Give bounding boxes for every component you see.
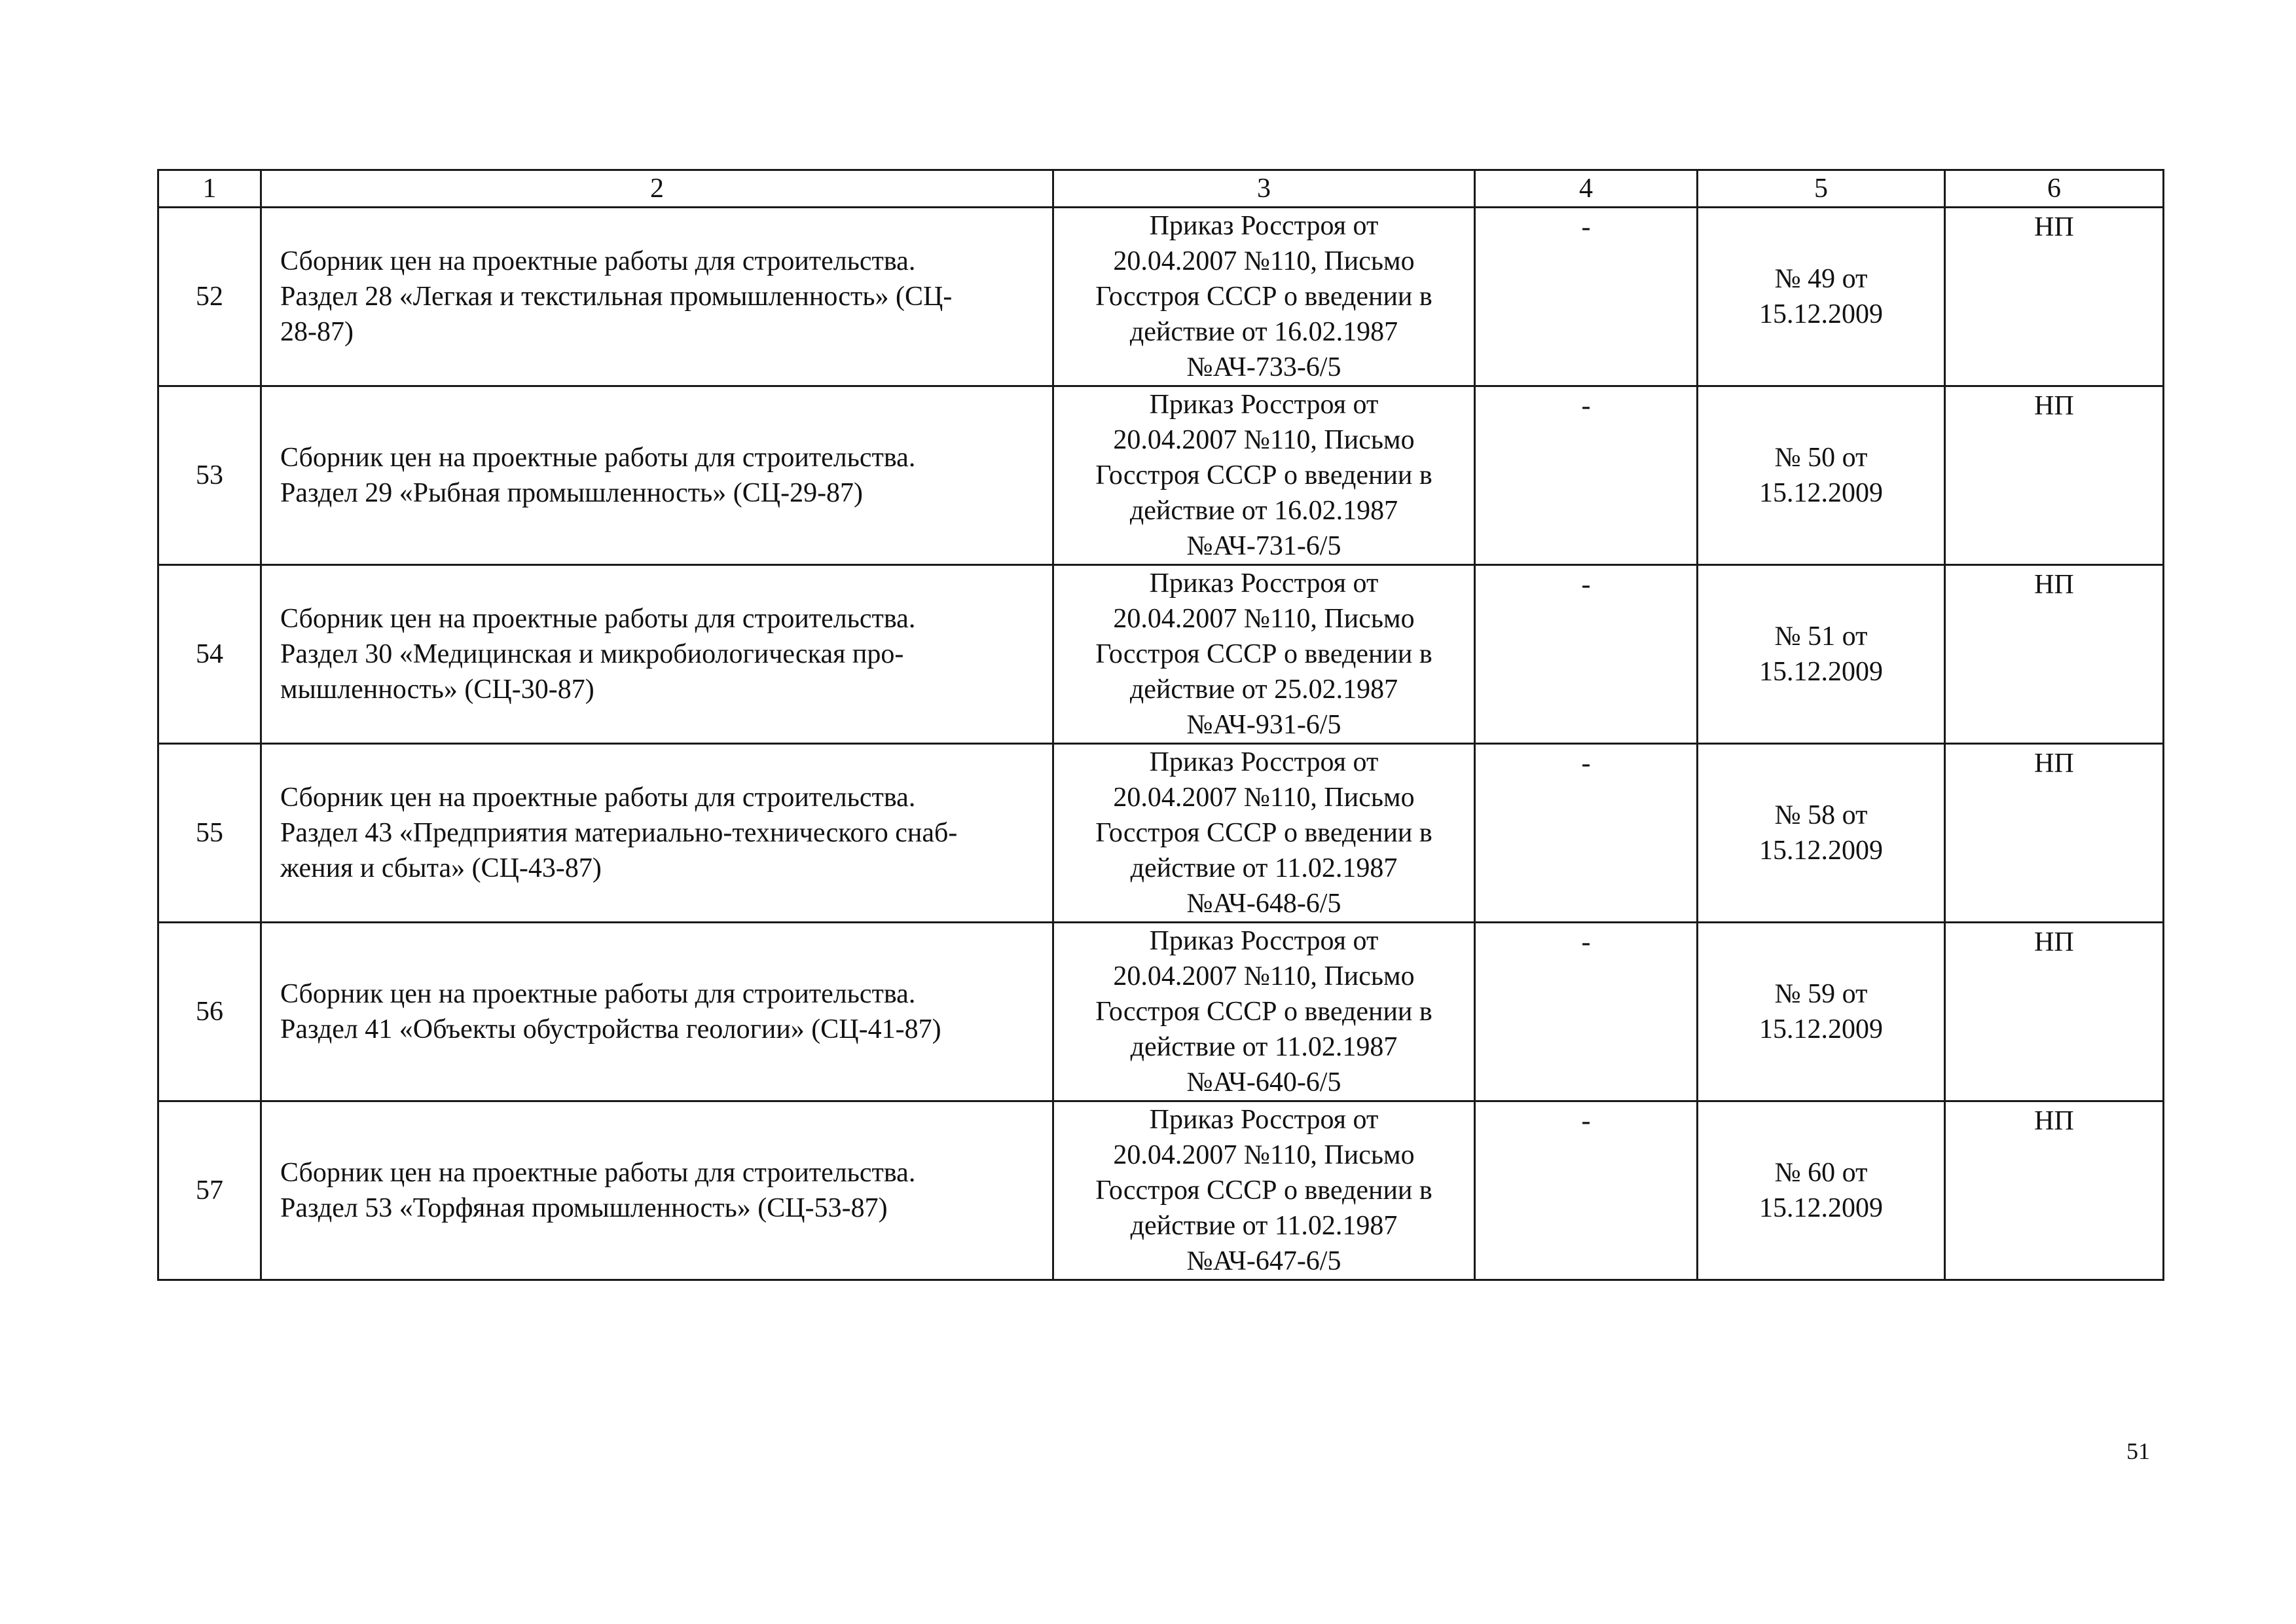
- approval-document-line: Госстроя СССР о введении в: [1095, 997, 1432, 1027]
- document-title-cell: [261, 1101, 1053, 1280]
- status-cell: НП: [1945, 208, 2164, 386]
- registration-line: 15.12.2009: [1759, 836, 1883, 866]
- document-title-line: Раздел 29 «Рыбная промышленность» (СЦ-29-87): [280, 478, 864, 508]
- empty-dash-cell: -: [1475, 923, 1698, 1101]
- column-number: 3: [1053, 170, 1475, 208]
- approval-document-line: действие от 16.02.1987: [1129, 496, 1398, 526]
- page-number: 51: [2126, 1438, 2150, 1464]
- document-title-cell: [261, 208, 1053, 386]
- document-title-line: Раздел 30 «Медицинская и микробиологическая про-: [280, 639, 904, 669]
- row-number-cell: 55: [158, 744, 261, 923]
- table-body: [158, 208, 2164, 1280]
- registration-cell: [1698, 923, 1945, 1101]
- approval-document-cell: [1053, 208, 1475, 386]
- approval-document-cell: [1053, 386, 1475, 565]
- approval-document-line: Приказ Росстроя от: [1149, 926, 1379, 956]
- table-row: [158, 386, 2164, 565]
- approval-document-cell: [1053, 1101, 1475, 1280]
- document-title-line: Раздел 43 «Предприятия материально-технического снаб-: [280, 818, 958, 848]
- approval-document-line: №АЧ-640-6/5: [1186, 1067, 1341, 1098]
- approval-document-line: №АЧ-648-6/5: [1186, 889, 1341, 919]
- approval-document-line: №АЧ-733-6/5: [1186, 352, 1341, 382]
- status-cell: НП: [1945, 565, 2164, 744]
- column-number-row: [158, 170, 2164, 208]
- document-title-line: Сборник цен на проектные работы для строительства.: [280, 783, 916, 813]
- document-title-line: Раздел 28 «Легкая и текстильная промышленность» (СЦ-: [280, 282, 953, 312]
- document-title-cell: [261, 386, 1053, 565]
- status-cell: НП: [1945, 386, 2164, 565]
- approval-document-line: Приказ Росстроя от: [1149, 1105, 1379, 1135]
- empty-dash-cell: -: [1475, 208, 1698, 386]
- approval-document-line: действие от 11.02.1987: [1130, 1211, 1398, 1241]
- approval-document-cell: [1053, 923, 1475, 1101]
- approval-document-line: №АЧ-931-6/5: [1186, 710, 1341, 740]
- registration-line: № 50 от: [1774, 443, 1868, 473]
- approval-document-line: №АЧ-731-6/5: [1186, 531, 1341, 561]
- document-title-line: 28-87): [280, 317, 354, 347]
- document-title-line: Раздел 53 «Торфяная промышленность» (СЦ-53-87): [280, 1193, 888, 1223]
- empty-dash-cell: -: [1475, 744, 1698, 923]
- table-row: [158, 565, 2164, 744]
- document-title-line: Сборник цен на проектные работы для строительства.: [280, 1158, 916, 1188]
- table-row: [158, 208, 2164, 386]
- registration-line: 15.12.2009: [1759, 657, 1883, 687]
- column-number: 1: [158, 170, 261, 208]
- approval-document-line: 20.04.2007 №110, Письмо: [1113, 783, 1415, 813]
- column-number: 2: [261, 170, 1053, 208]
- approval-document-line: Госстроя СССР о введении в: [1095, 460, 1432, 490]
- document-title-line: мышленность» (СЦ-30-87): [280, 674, 594, 705]
- column-number: 4: [1475, 170, 1698, 208]
- approval-document-line: Госстроя СССР о введении в: [1095, 818, 1432, 848]
- document-title-line: Сборник цен на проектные работы для строительства.: [280, 443, 916, 473]
- approval-document-line: Приказ Росстроя от: [1149, 390, 1379, 420]
- approval-document-line: 20.04.2007 №110, Письмо: [1113, 425, 1415, 455]
- registration-cell: [1698, 744, 1945, 923]
- approval-document-line: Приказ Росстроя от: [1149, 211, 1379, 241]
- approval-document-line: 20.04.2007 №110, Письмо: [1113, 246, 1415, 276]
- document-title-cell: [261, 565, 1053, 744]
- approval-document-line: Госстроя СССР о введении в: [1095, 639, 1432, 669]
- document-title-line: Раздел 41 «Объекты обустройства геологии» (СЦ-41-87): [280, 1014, 941, 1044]
- registration-line: 15.12.2009: [1759, 478, 1883, 508]
- document-title-line: Сборник цен на проектные работы для строительства.: [280, 246, 916, 276]
- approval-document-cell: [1053, 744, 1475, 923]
- approval-document-line: №АЧ-647-6/5: [1186, 1246, 1341, 1276]
- registration-cell: [1698, 386, 1945, 565]
- approval-document-line: Приказ Росстроя от: [1149, 568, 1379, 599]
- registration-line: 15.12.2009: [1759, 1014, 1883, 1044]
- table-row: [158, 744, 2164, 923]
- column-number: 6: [1945, 170, 2164, 208]
- document-title-cell: [261, 744, 1053, 923]
- document-title-line: Сборник цен на проектные работы для строительства.: [280, 979, 916, 1009]
- registration-line: № 51 от: [1774, 621, 1868, 652]
- registration-line: № 49 от: [1774, 264, 1868, 294]
- status-cell: НП: [1945, 744, 2164, 923]
- registration-line: № 60 от: [1774, 1158, 1868, 1188]
- approval-document-line: 20.04.2007 №110, Письмо: [1113, 1140, 1415, 1170]
- row-number-cell: 57: [158, 1101, 261, 1280]
- approval-document-line: действие от 16.02.1987: [1129, 317, 1398, 347]
- empty-dash-cell: -: [1475, 565, 1698, 744]
- registration-cell: [1698, 565, 1945, 744]
- empty-dash-cell: -: [1475, 386, 1698, 565]
- approval-document-line: действие от 25.02.1987: [1129, 674, 1398, 705]
- approval-document-line: Госстроя СССР о введении в: [1095, 282, 1432, 312]
- document-title-cell: [261, 923, 1053, 1101]
- column-number: 5: [1698, 170, 1945, 208]
- approval-document-line: действие от 11.02.1987: [1130, 1032, 1398, 1062]
- registration-cell: [1698, 208, 1945, 386]
- document-title-line: Сборник цен на проектные работы для строительства.: [280, 604, 916, 634]
- registration-line: № 58 от: [1774, 800, 1868, 830]
- document-title-line: жения и сбыта» (СЦ-43-87): [280, 853, 602, 883]
- approval-document-line: 20.04.2007 №110, Письмо: [1113, 961, 1415, 991]
- approval-document-line: действие от 11.02.1987: [1130, 853, 1398, 883]
- table-row: [158, 1101, 2164, 1280]
- approval-document-line: Приказ Росстроя от: [1149, 747, 1379, 777]
- registration-line: 15.12.2009: [1759, 1193, 1883, 1223]
- status-cell: НП: [1945, 1101, 2164, 1280]
- approval-document-line: Госстроя СССР о введении в: [1095, 1175, 1432, 1206]
- row-number-cell: 54: [158, 565, 261, 744]
- row-number-cell: 52: [158, 208, 261, 386]
- row-number-cell: 53: [158, 386, 261, 565]
- register-table: [157, 169, 2164, 1281]
- approval-document-line: 20.04.2007 №110, Письмо: [1113, 604, 1415, 634]
- registration-line: № 59 от: [1774, 979, 1868, 1009]
- registration-cell: [1698, 1101, 1945, 1280]
- row-number-cell: 56: [158, 923, 261, 1101]
- empty-dash-cell: -: [1475, 1101, 1698, 1280]
- table-row: [158, 923, 2164, 1101]
- registration-line: 15.12.2009: [1759, 299, 1883, 329]
- approval-document-cell: [1053, 565, 1475, 744]
- status-cell: НП: [1945, 923, 2164, 1101]
